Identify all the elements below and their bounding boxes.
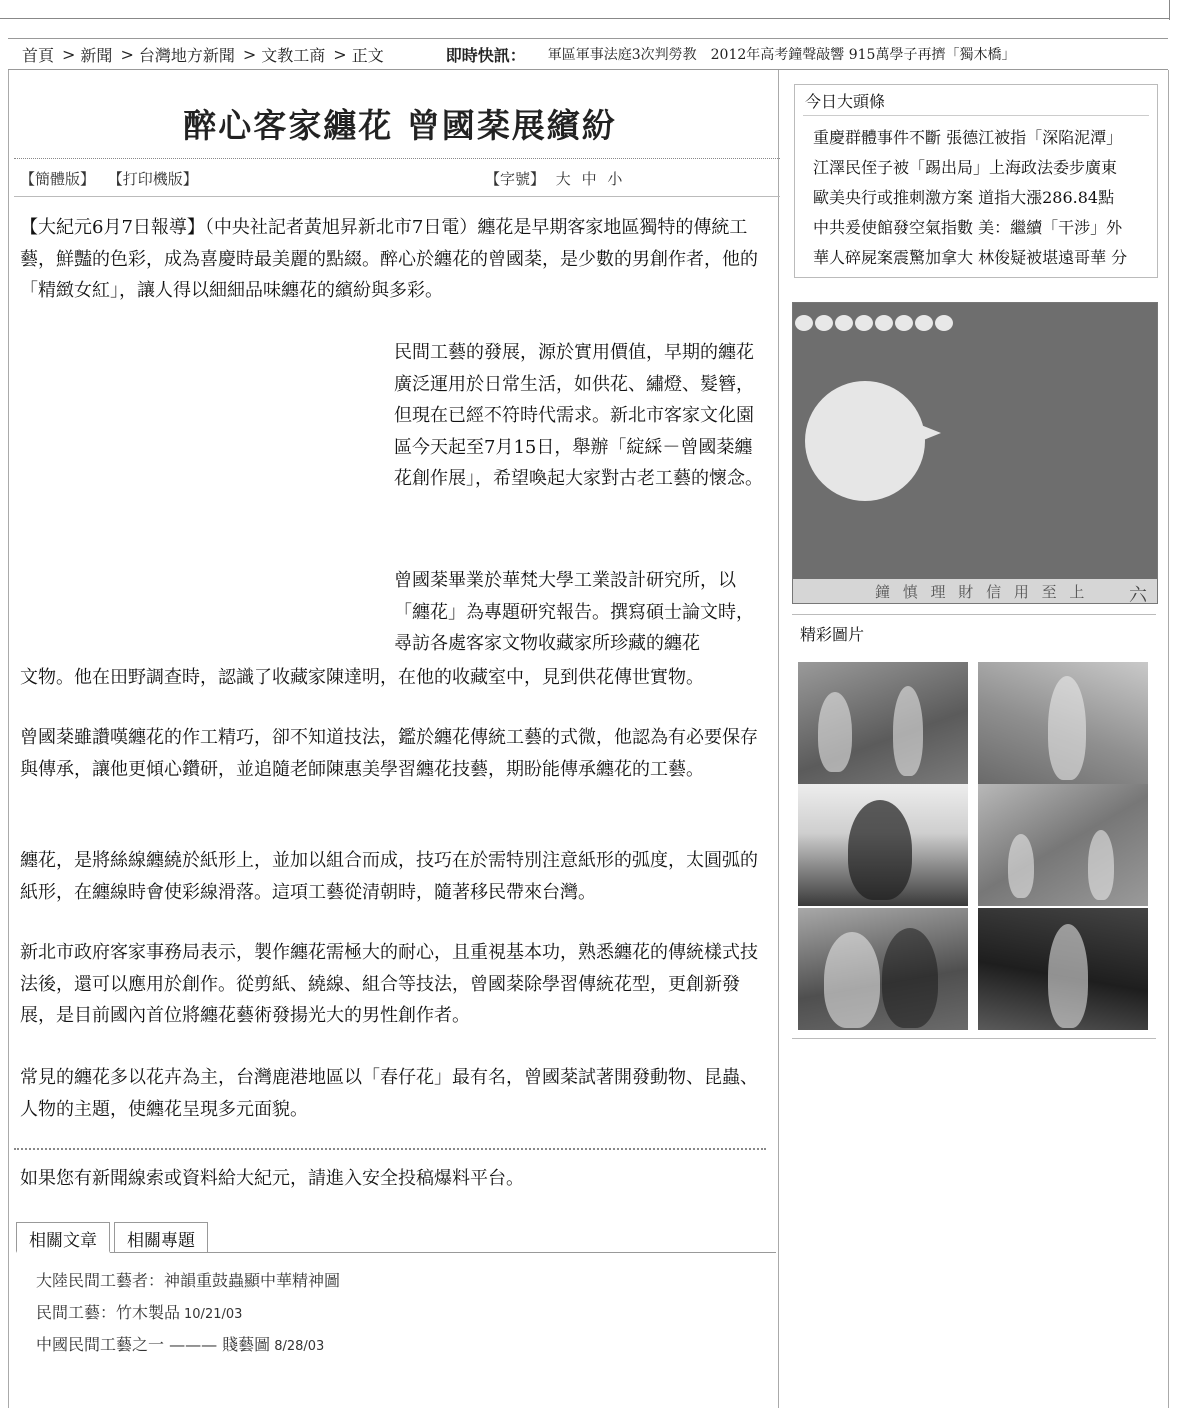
font-size-control: [485, 168, 622, 189]
breadcrumb-separator: >: [62, 44, 76, 64]
gallery-photo[interactable]: [798, 908, 968, 1030]
breadcrumb-home[interactable]: 首頁: [22, 45, 55, 65]
article-paragraph: 【大紀元6月7日報導】（中央社記者黃旭昇新北市7日電）纏花是早期客家地區獨特的傳統工藝，鮮豔的色彩，成為喜慶時最美麗的點綴。醉心於纏花的曾國棻，是少數的男創作者，他的「精緻女紅」，讓人得以細細品味纏花的繽紛與多彩。: [20, 217, 758, 301]
font-size-medium[interactable]: 中: [581, 170, 597, 188]
news-tip-link[interactable]: 如果您有新聞線索或資料給大紀元，請進入安全投稿爆料平台。: [20, 1168, 524, 1189]
divider: [14, 158, 780, 159]
headline-link[interactable]: 華人碎屍案震驚加拿大 林俊疑被堪遠哥華 分: [813, 248, 1128, 267]
gallery-photo[interactable]: [978, 784, 1148, 906]
top-headlines-list: [813, 123, 1153, 273]
font-size-small[interactable]: 小: [607, 170, 623, 188]
related-article-title: 民間工藝：竹木製品: [36, 1303, 181, 1322]
article-paragraph: 曾國棻畢業於華梵大學工業設計研究所，以「纏花」為專題研究報告。撰寫碩士論文時，尋訪各處客家文物收藏家所珍藏的纏花: [394, 570, 754, 654]
ad-logo-mark: 六: [1129, 585, 1151, 604]
ticker-item[interactable]: 軍區軍事法庭3次判勞教: [547, 47, 697, 63]
article-paragraph: 新北市政府客家事務局表示，製作纏花需極大的耐心，且重視基本功，熟悉纏花的傳統樣式技法後，還可以應用於創作。從剪紙、繞線、組合等技法，曾國棻除學習傳統花型，更創新發展，是目前國內首位將纏花藝術發揚光大的男性創作者。: [20, 942, 758, 1026]
headline-link[interactable]: 重慶群體事件不斷 張德江被指「深陷泥潭」: [813, 128, 1123, 147]
right-border: [1168, 70, 1169, 1408]
ticker-item[interactable]: 2012年高考鐘聲敲響 915萬學子再擠「獨木橋」: [710, 47, 1016, 63]
gallery-photo[interactable]: [798, 784, 968, 906]
breadcrumb-taiwan-local[interactable]: 台灣地方新聞: [138, 45, 235, 65]
ticker-label: 即時快訊：: [445, 45, 526, 65]
related-article-title: 大陸民間工藝者：神韻重鼓蟲顯中華精神圖: [36, 1271, 341, 1290]
top-frame-edge: [1169, 0, 1170, 20]
ad-caption: 鐘 慎 理 財 信 用 至 上: [875, 582, 1089, 601]
breadcrumb-separator: >: [242, 44, 257, 64]
related-article-link[interactable]: [36, 1330, 344, 1362]
top-headlines-title: 今日大頭條: [805, 92, 886, 111]
divider: [14, 196, 780, 197]
simplified-version-link[interactable]: 【簡體版】: [20, 170, 96, 188]
font-size-label: 【字號】: [485, 170, 546, 188]
breadcrumb-current: 正文: [351, 45, 384, 65]
top-frame-line: [0, 18, 1170, 19]
breaking-news-ticker: [446, 43, 1046, 66]
column-divider: [778, 70, 779, 1408]
speech-bubble-tail: [921, 425, 941, 441]
breadcrumb-bar: [8, 38, 1168, 70]
related-article-link[interactable]: [36, 1298, 344, 1330]
related-articles-list: [36, 1266, 344, 1362]
ad-caption-band: [793, 579, 1157, 603]
gallery-photo[interactable]: [798, 662, 968, 784]
breadcrumb-separator: >: [333, 44, 347, 64]
article-tools: [20, 168, 780, 189]
article-paragraph: 文物。他在田野調查時，認識了收藏家陳達明，在他的收藏室中，見到供花傳世實物。: [20, 667, 704, 688]
article-paragraph: 常見的纏花多以花卉為主，台灣鹿港地區以「春仔花」最有名，曾國棻試著開發動物、昆蟲、人物的主題，使纏花呈現多元面貌。: [20, 1067, 758, 1120]
breadcrumb-news[interactable]: 新聞: [80, 45, 113, 65]
related-article-title: 中國民間工藝之一 ——— 賤藝圖: [36, 1335, 271, 1354]
headline-link[interactable]: 歐美央行或推刺激方案 道指大漲286.84點: [813, 188, 1115, 207]
related-article-link[interactable]: [36, 1266, 344, 1298]
dotted-divider: [14, 1148, 766, 1150]
divider: [792, 614, 1156, 615]
featured-photos-grid: [792, 650, 1156, 1039]
print-version-link[interactable]: 【打印機版】: [107, 170, 198, 188]
tab-related-articles[interactable]: 相關文章: [16, 1222, 110, 1253]
related-article-date: 8/28/03: [274, 1339, 325, 1354]
related-article-date: 10/21/03: [184, 1307, 243, 1322]
advertisement-banner[interactable]: [792, 302, 1158, 604]
gallery-photo[interactable]: [978, 908, 1148, 1030]
article-title: 醉心客家纏花 曾國棻展繽紛: [183, 106, 617, 145]
speech-bubble-icon: [805, 381, 925, 501]
headline-link[interactable]: 中共爰使館發空氣指數 美：繼續「干涉」外: [813, 218, 1123, 237]
gallery-photo[interactable]: [978, 662, 1148, 784]
article-paragraph: 曾國棻雖讚嘆纏花的作工精巧，卻不知道技法，鑑於纏花傳統工藝的式微，他認為有必要保存與傳承，讓他更傾心鑽研，並追隨老師陳惠美學習纏花技藝，期盼能傳承纏花的工藝。: [20, 727, 758, 780]
article-paragraph: 民間工藝的發展，源於實用價值，早期的纏花廣泛運用於日常生活，如供花、繡燈、髮簪，但現在已經不符時代需求。新北市客家文化園區今天起至7月15日，舉辦「綻綵－曾國棻纏花創作展」，希望喚起大家對古老工藝的懷念。: [394, 342, 763, 489]
tab-related-topics[interactable]: 相關專題: [114, 1222, 208, 1252]
article-paragraph: 纏花，是將絲線纏繞於紙形上，並加以組合而成，技巧在於需特別注意紙形的弧度，太圓弧的紙形，在纏線時會使彩線滑落。這項工藝從清朝時，隨著移民帶來台灣。: [20, 850, 758, 903]
breadcrumb-culture-business[interactable]: 文教工商: [261, 45, 326, 65]
related-tabs: [16, 1222, 776, 1253]
headline-link[interactable]: 江澤民侄子被「踢出局」上海政法委步廣東: [813, 158, 1118, 177]
font-size-large[interactable]: 大: [555, 170, 571, 188]
breadcrumb: [8, 43, 384, 66]
divider: [803, 115, 1149, 116]
ad-dots-decoration: [793, 315, 1157, 333]
left-border: [8, 70, 9, 1408]
featured-photos-title: 精彩圖片: [800, 625, 865, 644]
breadcrumb-separator: >: [120, 44, 134, 64]
top-headlines-box: [794, 84, 1158, 278]
